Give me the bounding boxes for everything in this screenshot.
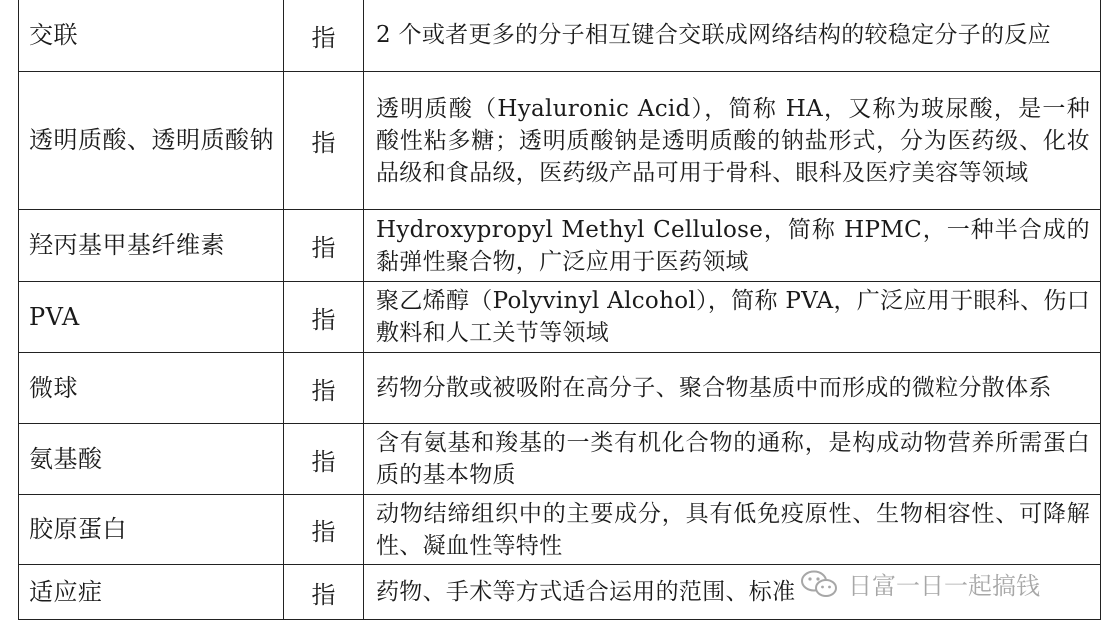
definition-cell: Hydroxypropyl Methyl Cellulose，简称 HPMC，一种半合成的黏弹性聚合物，广泛应用于医药领域 <box>364 210 1101 282</box>
term-cell: 氨基酸 <box>19 424 284 495</box>
table-row <box>19 353 1101 424</box>
definition-cell: 2 个或者更多的分子相互键合交联成网络结构的较稳定分子的反应 <box>364 0 1101 72</box>
term-cell: PVA <box>19 282 284 353</box>
ref-cell: 指 <box>284 72 364 210</box>
term-cell: 交联 <box>19 0 284 72</box>
term-cell: 透明质酸、透明质酸钠 <box>19 72 284 210</box>
term-cell: 微球 <box>19 353 284 424</box>
table-row <box>19 0 1101 72</box>
ref-cell: 指 <box>284 495 364 565</box>
table-row <box>19 495 1101 565</box>
definition-cell: 聚乙烯醇（Polyvinyl Alcohol），简称 PVA，广泛应用于眼科、伤口敷料和人工关节等领域 <box>364 282 1101 353</box>
definition-cell: 透明质酸（Hyaluronic Acid），简称 HA，又称为玻尿酸，是一种酸性粘多糖；透明质酸钠是透明质酸的钠盐形式，分为医药级、化妆品级和食品级，医药级产品可用于骨科、眼科及医疗美容等领域 <box>364 72 1101 210</box>
table-row <box>19 72 1101 210</box>
definition-cell: 含有氨基和羧基的一类有机化合物的通称，是构成动物营养所需蛋白质的基本物质 <box>364 424 1101 495</box>
table-row <box>19 565 1101 620</box>
watermark-text: 日富一日一起搞钱 <box>848 572 1040 600</box>
table-row <box>19 210 1101 282</box>
table-row <box>19 282 1101 353</box>
ref-cell: 指 <box>284 210 364 282</box>
term-cell: 适应症 <box>19 565 284 620</box>
term-cell: 羟丙基甲基纤维素 <box>19 210 284 282</box>
table-row <box>19 424 1101 495</box>
ref-cell: 指 <box>284 282 364 353</box>
ref-cell: 指 <box>284 565 364 620</box>
term-cell: 胶原蛋白 <box>19 495 284 565</box>
ref-cell: 指 <box>284 353 364 424</box>
ref-cell: 指 <box>284 424 364 495</box>
definition-cell: 动物结缔组织中的主要成分，具有低免疫原性、生物相容性、可降解性、凝血性等特性 <box>364 495 1101 565</box>
definition-cell: 药物、手术等方式适合运用的范围、标准 <box>364 565 1101 620</box>
definition-cell: 药物分散或被吸附在高分子、聚合物基质中而形成的微粒分散体系 <box>364 353 1101 424</box>
ref-cell: 指 <box>284 0 364 72</box>
glossary-table <box>18 0 1101 620</box>
